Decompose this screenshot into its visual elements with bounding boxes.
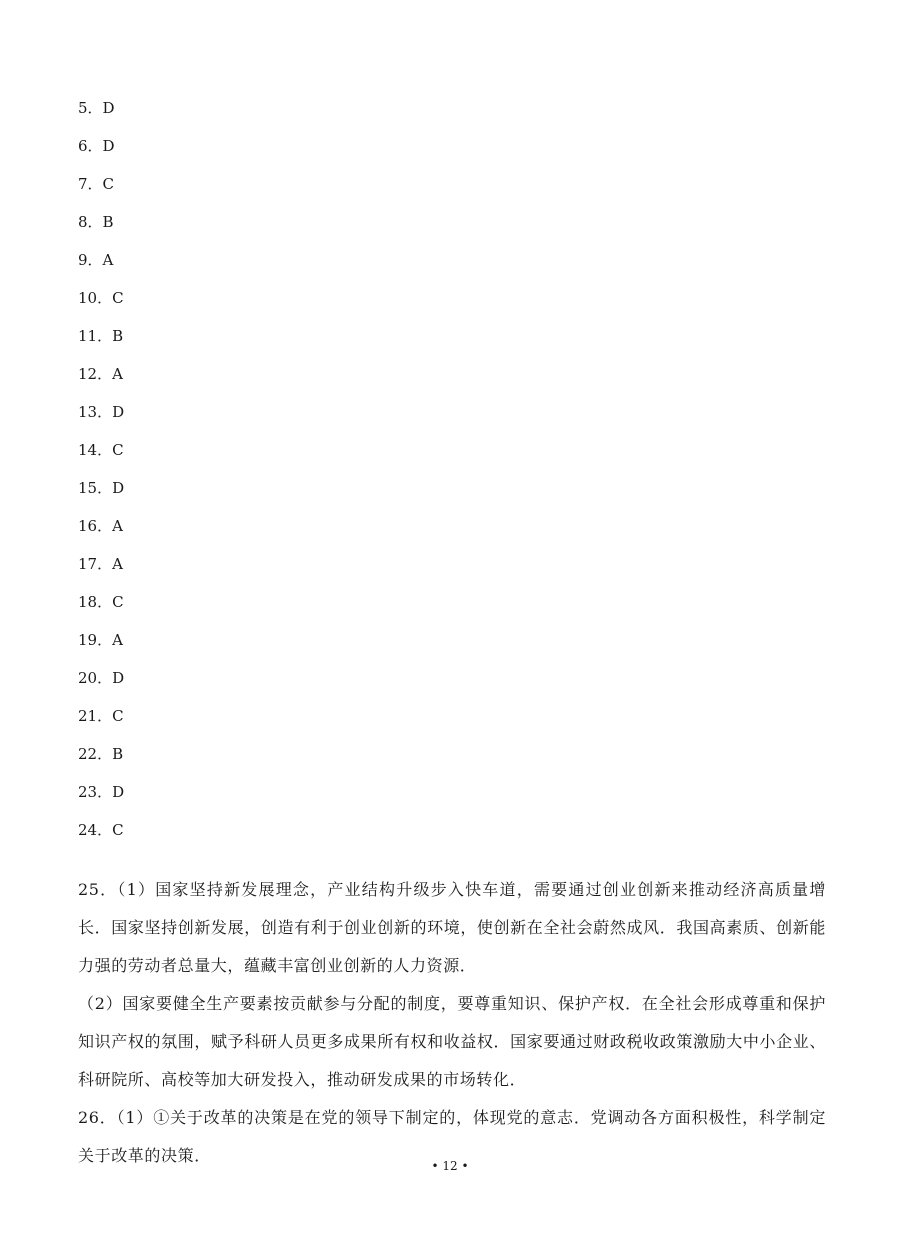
- answer-option: D: [112, 403, 125, 421]
- answer-item: [78, 514, 124, 552]
- question-number: 6．: [78, 137, 103, 155]
- answer-item: [78, 96, 124, 134]
- question-number: 21．: [78, 707, 113, 725]
- question-number: 16．: [78, 517, 113, 535]
- answer-item: [78, 818, 124, 856]
- answer-item: [78, 172, 124, 210]
- answer-option: D: [112, 783, 125, 801]
- answer-option: D: [112, 479, 125, 497]
- page-number: • 12 •: [431, 1159, 469, 1173]
- answer-item: [78, 362, 124, 400]
- answer-option: A: [112, 555, 123, 573]
- question-number: 20．: [78, 669, 113, 687]
- answer-list: [78, 96, 124, 856]
- answer-option: C: [112, 821, 124, 839]
- answer-item: [78, 590, 124, 628]
- answer-option: B: [112, 327, 124, 345]
- answer-option: B: [102, 213, 114, 231]
- question-number: 19．: [78, 631, 113, 649]
- question-number: 8．: [78, 213, 103, 231]
- answer-option: D: [102, 99, 115, 117]
- answer-option: C: [112, 441, 124, 459]
- answer-option: B: [112, 745, 124, 763]
- answer-option: D: [102, 137, 115, 155]
- question-number: 24．: [78, 821, 113, 839]
- question-number: 14．: [78, 441, 113, 459]
- answer-item: [78, 438, 124, 476]
- answer-item: [78, 628, 124, 666]
- question-number: 22．: [78, 745, 113, 763]
- answer-item: [78, 134, 124, 172]
- answer-item: [78, 704, 124, 742]
- answer-option: A: [102, 251, 114, 269]
- answer-item: [78, 476, 124, 514]
- answer-item: [78, 552, 124, 590]
- answer-item: [78, 248, 124, 286]
- answer-item: [78, 324, 124, 362]
- answer-option: C: [112, 593, 124, 611]
- answer-item: [78, 780, 124, 818]
- answer-item: [78, 666, 124, 704]
- question-number: 9．: [78, 251, 103, 269]
- answer-option: C: [112, 707, 124, 725]
- answer-item: [78, 286, 124, 324]
- question-number: 10．: [78, 289, 113, 307]
- question-number: 15．: [78, 479, 113, 497]
- answer-item: [78, 742, 124, 780]
- question-number: 23．: [78, 783, 113, 801]
- question-number: 18．: [78, 593, 113, 611]
- answer-option: A: [112, 365, 123, 383]
- answer-item: [78, 210, 124, 248]
- answer-option: D: [112, 669, 125, 687]
- answer-item: [78, 400, 124, 438]
- answer-option: A: [112, 631, 123, 649]
- question-number: 5．: [78, 99, 103, 117]
- question-25-part-1: 25．（1）国家坚持新发展理念，产业结构升级步入快车道，需要通过创业创新来推动经济高质量增长．国家坚持创新发展，创造有利于创业创新的环境，使创新在全社会蔚然成风．我国高素质、创新能力强的劳动者总量大，蕴藏丰富创业创新的人力资源．: [78, 880, 826, 975]
- question-25-part-2: （2）国家要健全生产要素按贡献参与分配的制度，要尊重知识、保护产权．在全社会形成尊重和保护知识产权的氛围，赋予科研人员更多成果所有权和收益权．国家要通过财政税收政策激励大中小企业、科研院所、高校等加大研发投入，推动研发成果的市场转化．: [78, 994, 826, 1089]
- question-number: 7．: [78, 175, 103, 193]
- question-number: 11．: [78, 327, 113, 345]
- answer-option: A: [112, 517, 123, 535]
- question-number: 13．: [78, 403, 113, 421]
- answer-option: C: [112, 289, 124, 307]
- answer-option: C: [102, 175, 115, 193]
- question-number: 12．: [78, 365, 113, 383]
- question-number: 17．: [78, 555, 113, 573]
- question-26-part-1: 26．（1）①关于改革的决策是在党的领导下制定的，体现党的意志．党调动各方面积极性，科学制定关于改革的决策．: [78, 1108, 826, 1165]
